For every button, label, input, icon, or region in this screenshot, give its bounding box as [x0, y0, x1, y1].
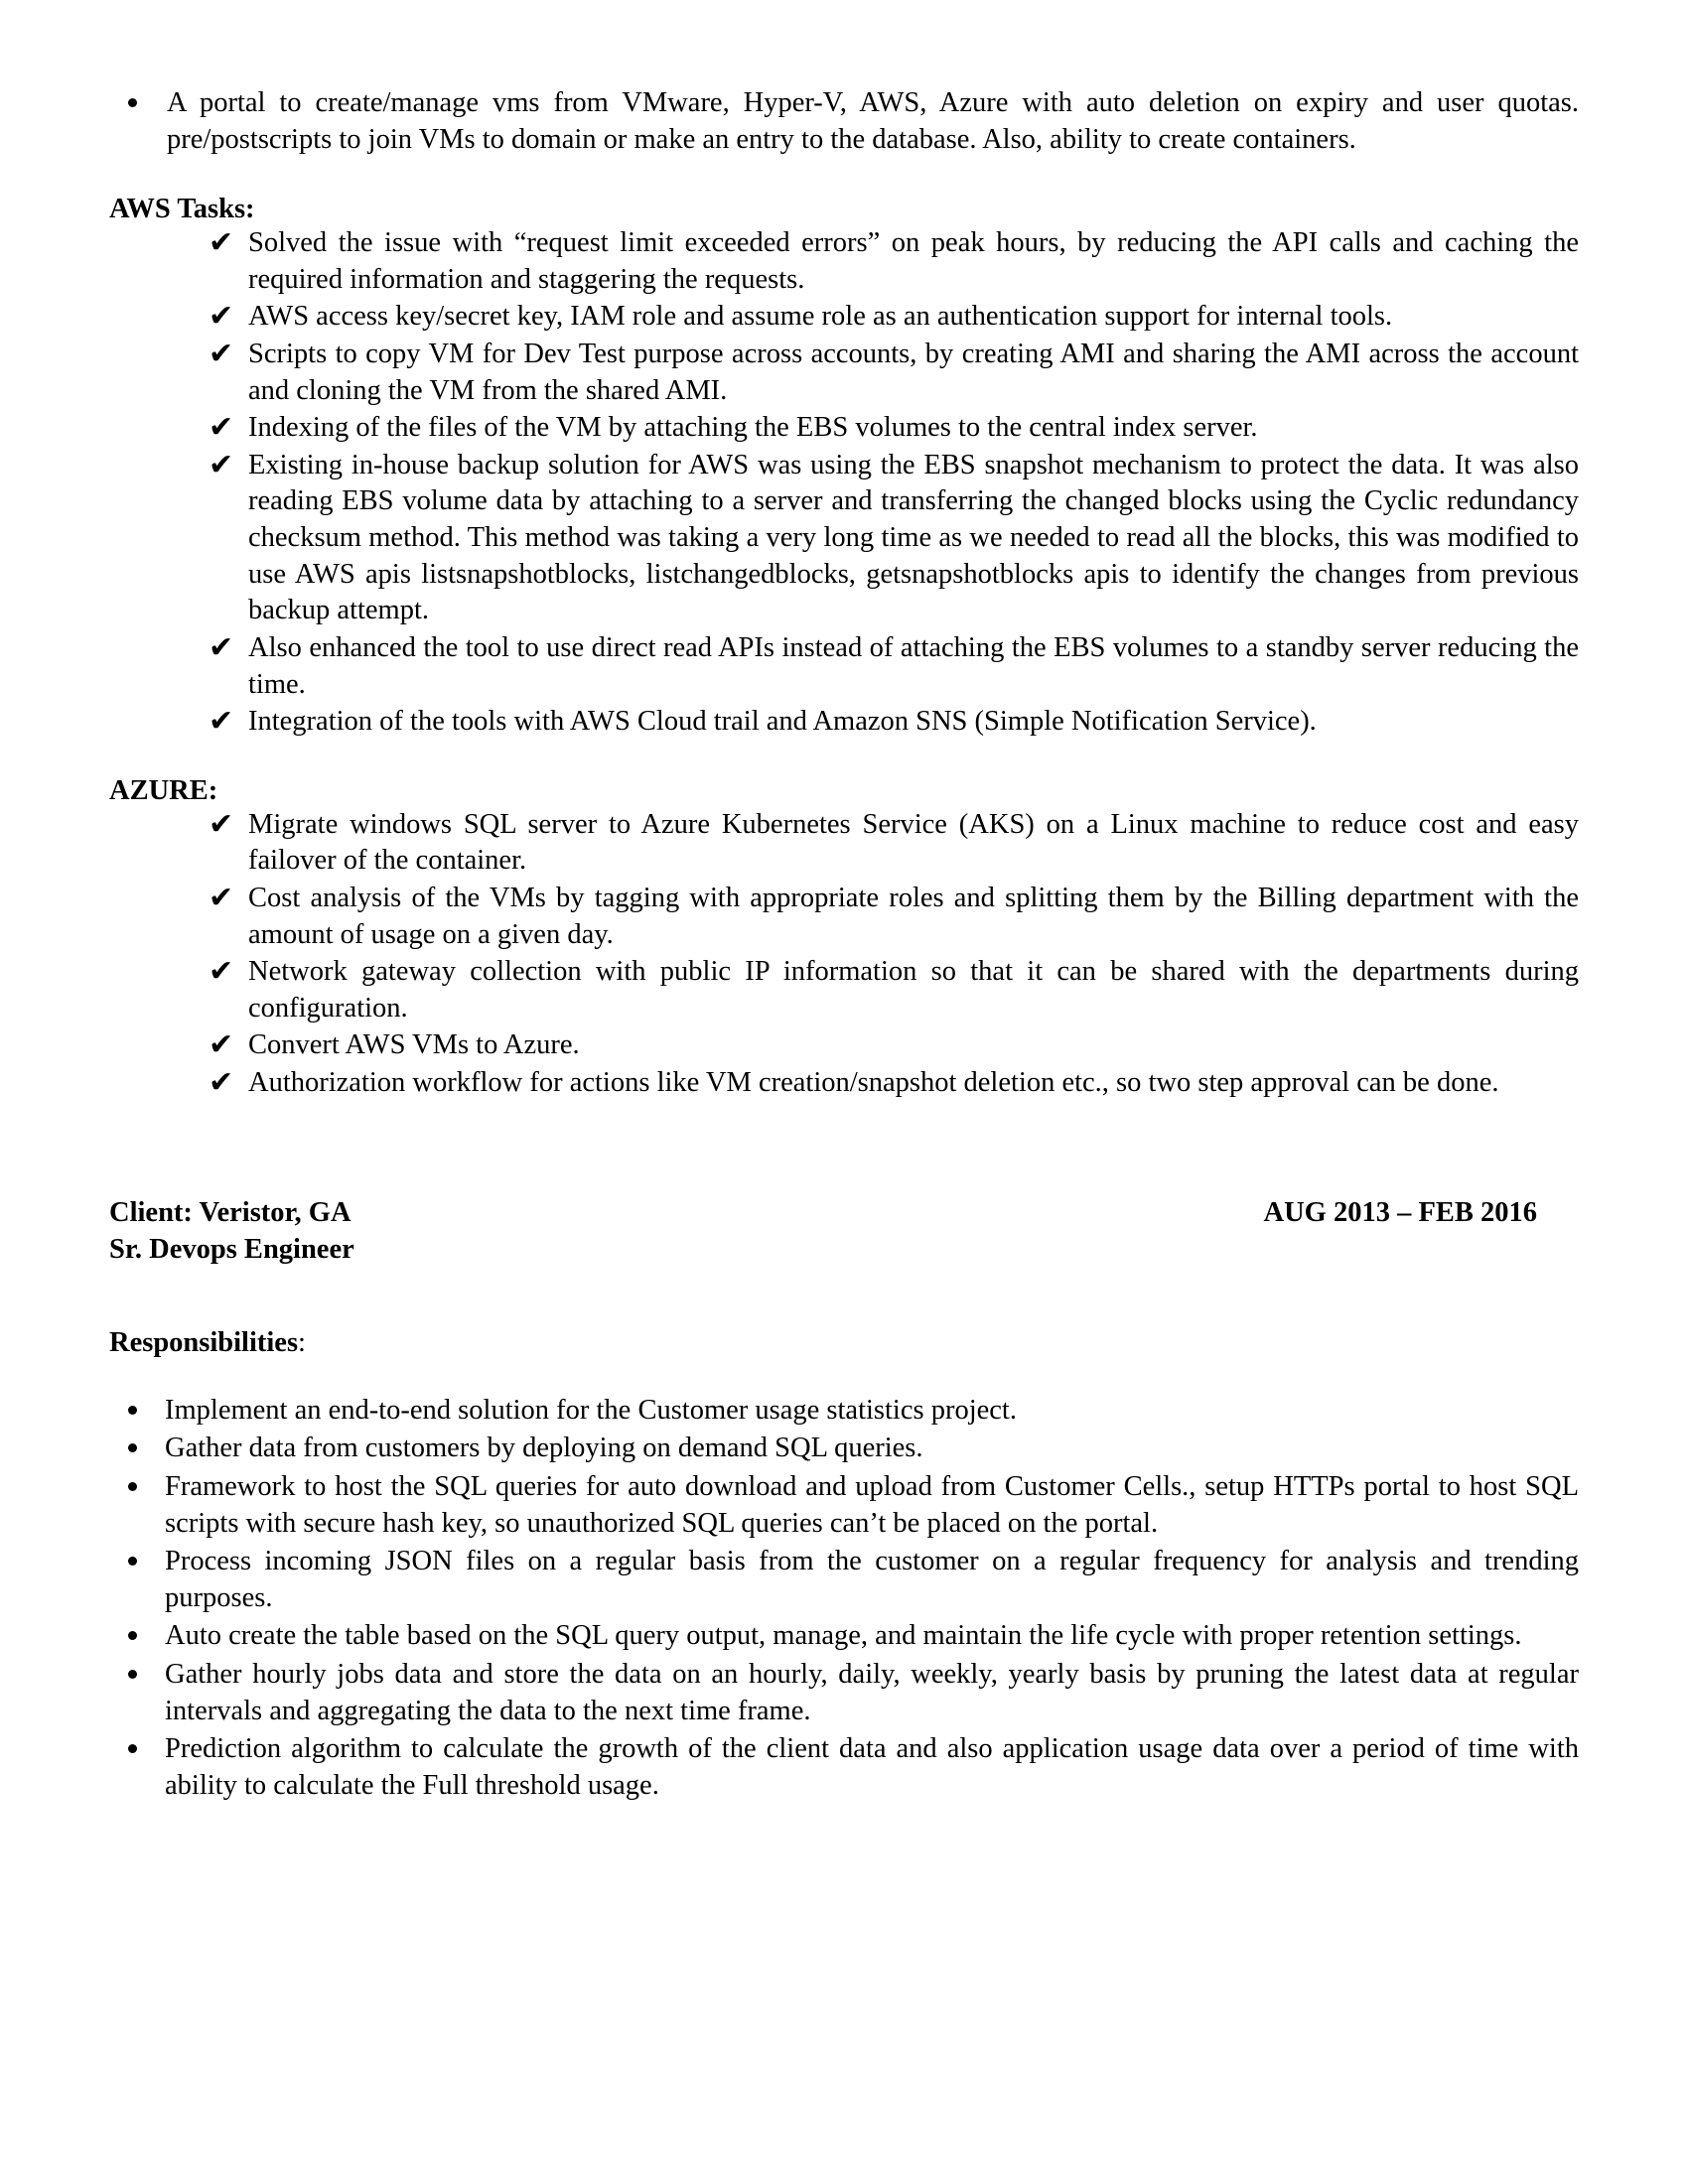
checkmark-icon: ✔ [209, 225, 234, 261]
aws-task-text: Indexing of the files of the VM by attaching the EBS volumes to the central index server. [248, 412, 1258, 444]
list-item [209, 807, 1579, 880]
list-item [109, 85, 1579, 158]
client-info [109, 1194, 354, 1268]
spacer [109, 1103, 1579, 1194]
list-item [109, 1469, 1579, 1542]
list-item [209, 337, 1579, 409]
checkmark-icon: ✔ [209, 447, 234, 482]
list-item [209, 1027, 1579, 1064]
disc-bullet-icon [128, 1670, 137, 1679]
checkmark-icon: ✔ [209, 806, 234, 842]
responsibility-text: Implement an end-to-end solution for the Customer usage statistics project. [165, 1394, 1017, 1426]
responsibility-text: Gather data from customers by deploying on demand SQL queries. [165, 1433, 923, 1464]
checkmark-icon: ✔ [209, 629, 234, 665]
disc-bullet-icon [128, 1557, 137, 1566]
responsibility-text: Auto create the table based on the SQL query output, manage, and maintain the life cycle with proper retention settings. [165, 1620, 1522, 1652]
disc-bullet-icon [128, 1443, 137, 1452]
client-name: Client: Veristor, GA [109, 1196, 352, 1228]
list-item [209, 630, 1579, 703]
responsibility-text: Process incoming JSON files on a regular basis from the customer on a regular frequency for analysis and trending purposes. [165, 1546, 1579, 1613]
aws-task-text: Existing in-house backup solution for AWS was using the EBS snapshot mechanism to protect the data. It was also reading EBS volume data by attaching to a server and transferring the changed blocks using the Cyclic redundancy checksum method. This method was taking a very long time as we needed to read all the blocks, this was modified to use AWS apis listsnapshotblocks, listchangedblocks, getsnapshotblocks apis to identify the changes from previous backup attempt. [248, 449, 1579, 626]
aws-task-list [109, 225, 1579, 741]
client-date-range: AUG 2013 – FEB 2016 [1263, 1196, 1537, 1228]
list-item [109, 1393, 1579, 1430]
azure-task-text: Convert AWS VMs to Azure. [248, 1029, 580, 1061]
spacer [109, 1268, 1579, 1327]
aws-task-text: Also enhanced the tool to use direct read APIs instead of attaching the EBS volumes to a standby server reducing the time. [248, 631, 1579, 700]
disc-bullet-icon [128, 1482, 137, 1491]
disc-bullet-icon [128, 1406, 137, 1415]
responsibility-text: Framework to host the SQL queries for auto download and upload from Customer Cells., setup HTTPs portal to host SQL scripts with secure hash key, so unauthorized SQL queries can’t be placed on the portal. [165, 1470, 1579, 1539]
checkmark-icon: ✔ [209, 1065, 234, 1101]
spacer [109, 160, 1579, 194]
list-item [109, 1657, 1579, 1729]
list-item [109, 1431, 1579, 1467]
responsibility-text: Prediction algorithm to calculate the growth of the client data and also application usage data over a period of time with ability to calculate the Full threshold usage. [165, 1733, 1579, 1801]
list-item [209, 448, 1579, 629]
azure-task-text: Network gateway collection with public IP information so that it can be shared with the departments during configuration. [248, 956, 1579, 1024]
disc-bullet-icon [128, 98, 137, 107]
list-item [209, 410, 1579, 447]
azure-task-text: Authorization workflow for actions like VM creation/snapshot deletion etc., so two step approval can be done. [248, 1067, 1499, 1099]
list-item [109, 1544, 1579, 1616]
list-item [209, 225, 1579, 298]
aws-task-text: AWS access key/secret key, IAM role and assume role as an authentication support for internal tools. [248, 301, 1393, 333]
client-header [109, 1194, 1579, 1268]
aws-task-text: Integration of the tools with AWS Cloud trail and Amazon SNS (Simple Notification Service). [248, 706, 1317, 738]
spacer [109, 1359, 1579, 1393]
client-role: Sr. Devops Engineer [109, 1233, 354, 1265]
aws-tasks-heading: AWS Tasks: [109, 194, 255, 225]
checkmark-icon: ✔ [209, 410, 234, 446]
list-item [209, 954, 1579, 1026]
list-item [109, 1731, 1579, 1804]
responsibilities-colon: : [298, 1326, 306, 1358]
list-item [209, 299, 1579, 336]
responsibilities-list [109, 1393, 1579, 1805]
disc-bullet-icon [128, 1744, 137, 1753]
azure-task-list [109, 807, 1579, 1102]
responsibilities-heading [109, 1327, 1579, 1359]
azure-task-text: Cost analysis of the VMs by tagging with appropriate roles and splitting them by the Billing department with the amount of usage on a given day. [248, 882, 1579, 950]
aws-task-text: Scripts to copy VM for Dev Test purpose across accounts, by creating AMI and sharing the AMI across the account and cloning the VM from the shared AMI. [248, 339, 1579, 406]
checkmark-icon: ✔ [209, 704, 234, 740]
intro-bullet-text: A portal to create/manage vms from VMware, Hyper-V, AWS, Azure with auto deletion on expiry and user quotas. pre/postscripts to join VMs to domain or make an entry to the database. Also, ability to create containers. [167, 87, 1579, 155]
list-item [209, 1065, 1579, 1102]
azure-task-text: Migrate windows SQL server to Azure Kubernetes Service (AKS) on a Linux machine to reduce cost and easy failover of the container. [248, 808, 1579, 877]
responsibility-text: Gather hourly jobs data and store the data on an hourly, daily, weekly, yearly basis by pruning the latest data at regular intervals and aggregating the data to the next time frame. [165, 1658, 1579, 1726]
list-item [109, 1618, 1579, 1655]
checkmark-icon: ✔ [209, 299, 234, 335]
list-item [209, 704, 1579, 741]
aws-task-text: Solved the issue with “request limit exceeded errors” on peak hours, by reducing the API calls and caching the required information and staggering the requests. [248, 227, 1579, 295]
disc-bullet-icon [128, 1631, 137, 1640]
checkmark-icon: ✔ [209, 880, 234, 915]
azure-heading: AZURE: [109, 774, 218, 806]
checkmark-icon: ✔ [209, 337, 234, 372]
checkmark-icon: ✔ [209, 954, 234, 990]
intro-bullet-list [109, 85, 1579, 158]
list-item [209, 881, 1579, 953]
spacer [109, 742, 1579, 775]
responsibilities-label: Responsibilities [109, 1326, 299, 1358]
checkmark-icon: ✔ [209, 1027, 234, 1063]
